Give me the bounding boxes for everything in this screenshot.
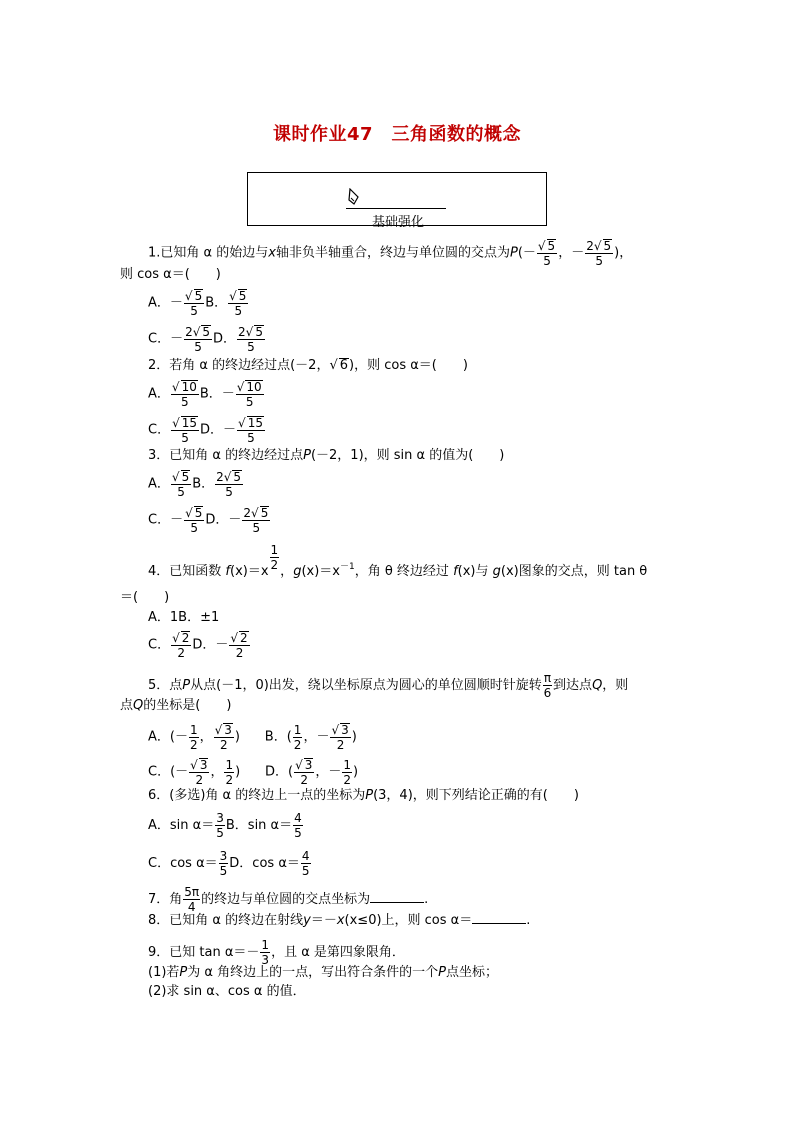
q8-answer-blank[interactable]	[472, 913, 526, 924]
section-label: 基础强化	[371, 215, 424, 230]
q4-line1: 4．已知函数 f(x)＝x $\frac{1}{2}$ ，$g(x)=x^{-1}$，角 θ 终边经过 f(x)与 g(x)图象的交点，则 tan θ	[148, 543, 648, 579]
q7-answer-blank[interactable]	[370, 892, 424, 903]
q1-options-cd: C．－ $\frac{2√ 5}{5}$ D． $\frac{2√ 5}{5}$	[148, 325, 263, 354]
q2-options-ab: A． $\frac{√ 10}{5}$ B．－ $\frac{√ 10}{5}$	[148, 380, 262, 409]
q6-options-cd: C．cos α＝ $\frac{3}{5}$ D．cos α＝ $\frac{4}{5}$	[148, 849, 310, 878]
q5-options-cd: C．(－ $\frac{√ 3}{2}$ ， $\frac{1}{2}$ ) D．( $\frac{√ 3}{2}$ ，－ $\frac{1}{2}$ )	[148, 757, 359, 787]
q5-options-ab: A．(－ $\frac{1}{2}$ ， $\frac{√ 3}{2}$ ) B．( $\frac{1}{2}$ ，－ $\frac{√ 3}{2}$ )	[148, 722, 357, 752]
q9-sub1: (1)若P为 α 角终边上的一点，写出符合条件的一个P点坐标；	[148, 965, 498, 980]
q7-line1: 7．角 $\frac{5\pi}{4}$ 的终边与单位圆的交点坐标为 .	[148, 885, 429, 914]
section-box	[247, 172, 547, 230]
pen-nib-icon	[347, 188, 361, 206]
q1-options-ab: A．－ $\frac{√ 5}{5}$ B． $\frac{√ 5}{5}$	[148, 289, 247, 318]
q4-options-cd: C． $\frac{√ 2}{2}$ D．－ $\frac{√ 2}{2}$	[148, 631, 248, 660]
q3-line1: 3．已知角 α 的终边经过点P(－2，1)，则 sin α 的值为( )	[148, 448, 505, 463]
q9-sub2: (2)求 sin α、cos α 的值．	[148, 984, 306, 999]
q9-line1: 9．已知 tan α＝－ $\frac{1}{3}$ ，且 α 是第四象限角．	[148, 938, 405, 967]
q2-options-cd: C． $\frac{√ 15}{5}$ D．－ $\frac{√ 15}{5}$	[148, 416, 263, 445]
q1-line2: 则 cos α＝( )	[120, 267, 221, 282]
q4-line2: ＝( )	[120, 590, 170, 605]
q1-line1: 1.已知角 α 的始边与x轴非负半轴重合，终边与单位圆的交点为P(－ $\frac{√ 5}{5}$ ，－ $\frac{2√ 5}{5}$ )，	[148, 239, 633, 268]
q6-options-ab: A．sin α＝ $\frac{3}{5}$ B．sin α＝ $\frac{4}{5}$	[148, 811, 302, 840]
q4-options-ab: A．1B．±1	[148, 610, 220, 625]
q2-line1: 2．若角 α 的终边经过点(－2，√ 6)，则 cos α＝( )	[148, 358, 468, 373]
q5-line2: 点Q的坐标是( )	[120, 698, 232, 713]
page-title: 课时作业47 三角函数的概念	[272, 124, 522, 145]
q8-line1: 8．已知角 α 的终边在射线y＝－x(x≤0)上，则 cos α＝ .	[148, 913, 531, 928]
q3-options-ab: A． $\frac{√ 5}{5}$ B． $\frac{2√ 5}{5}$	[148, 470, 242, 499]
q3-options-cd: C．－ $\frac{√ 5}{5}$ D．－ $\frac{2√ 5}{5}$	[148, 506, 269, 535]
q5-line1: 5．点P从点(－1，0)出发，绕以坐标原点为圆心的单位圆顺时针旋转 $\frac{\pi}{6}$ 到达点Q，则	[148, 671, 629, 700]
q6-line1: 6．(多选)角 α 的终边上一点的坐标为P(3，4)，则下列结论正确的有( )	[148, 788, 579, 803]
section-rule	[346, 208, 446, 209]
